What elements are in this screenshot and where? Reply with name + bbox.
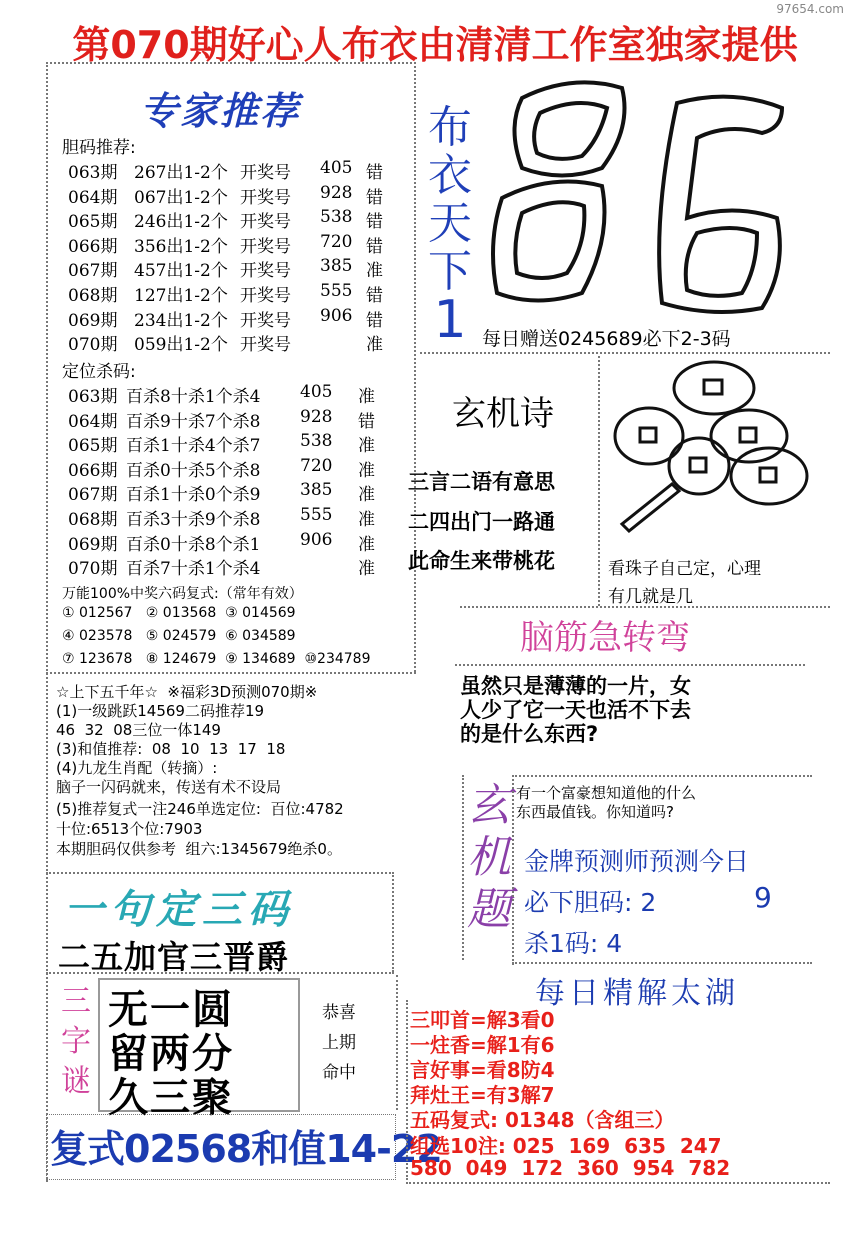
pos-period: 070期 [68, 559, 118, 580]
poem-bottom-border [460, 606, 830, 608]
riddle-text: 的是什么东西? [460, 722, 599, 746]
pos-num: 385 [300, 480, 333, 501]
dan-pick: 127出1-2个 [134, 286, 228, 306]
dan-pick: 246出1-2个 [134, 212, 228, 233]
coin-note: 看珠子自己定，心理 [608, 559, 761, 579]
wanneng-title: 万能100%中奖六码复式:（常年有效） [62, 586, 303, 602]
pos-num: 928 [300, 406, 333, 427]
fushi-bottom: 复式02568和值14-22 [50, 1127, 442, 1171]
dan-label: 开奖号 [240, 187, 291, 208]
dan-period: 064期 [68, 187, 118, 208]
xuanji-bottom-border [512, 962, 812, 964]
dan-res: 错 [366, 236, 383, 257]
taihu-title: 每日精解太湖 [535, 976, 739, 1011]
expert-bottom-border [46, 672, 416, 674]
gold-line: 杀1码: 4 [524, 929, 623, 958]
top-border [46, 62, 416, 64]
gold-number: 9 [754, 881, 772, 914]
poem-line: 三言二语有意思 [408, 470, 555, 494]
pos-period: 065期 [68, 436, 118, 457]
three-word-char: 字 [61, 1024, 91, 1059]
wanneng-row: ① 012567 ② 013568 ③ 014569 [62, 605, 296, 621]
prediction-line: 十位:6513个位:7903 [56, 820, 203, 838]
pos-res: 准 [358, 559, 375, 580]
congrats-line: 命中 [322, 1063, 356, 1083]
three-word-char: 三 [61, 984, 91, 1019]
one-sentence-title: 一句定三码 [64, 887, 294, 933]
three-word-char: 谜 [61, 1064, 91, 1099]
dan-res: 准 [366, 335, 383, 356]
prediction-line: (4)九龙生肖配（转摘）: [56, 759, 218, 777]
three-word-line: 久三聚 [108, 1075, 234, 1121]
riddle-text: 人少了它一天也活不下去 [460, 698, 691, 722]
dan-num: 928 [320, 182, 353, 203]
dan-num: 385 [320, 256, 353, 277]
taihu-bottom-border [406, 1182, 830, 1184]
sentence-top-border [46, 872, 394, 874]
taihu-line: 580 049 172 360 954 782 [410, 1156, 731, 1180]
prediction-line: (3)和值推荐: 08 10 13 17 18 [56, 740, 286, 758]
dan-pick: 067出1-2个 [134, 187, 228, 208]
pos-pick: 百杀0十杀5个杀8 [126, 460, 261, 481]
taihu-line: 拜灶王=有3解7 [410, 1083, 555, 1107]
three-word-label [54, 982, 98, 1102]
watermark: 97654.com [776, 2, 844, 16]
dan-label: 开奖号 [240, 236, 291, 257]
buyi-char: 1 [433, 290, 467, 350]
prediction-line: ☆上下五千年☆ ※福彩3D预测070期※ [56, 683, 318, 701]
buyi-char: 衣 [428, 150, 472, 201]
prediction-line: (1)一级跳跃14569二码推荐19 [56, 702, 265, 720]
pos-num: 538 [300, 431, 333, 452]
xuanji-question: 东西最值钱。你知道吗? [516, 803, 674, 821]
pos-label: 定位杀码: [62, 362, 136, 382]
buyi-char: 布 [428, 102, 472, 153]
three-word-line: 留两分 [108, 1031, 234, 1077]
xuanji-char: 玄 [467, 780, 511, 831]
pos-pick: 百杀8十杀1个杀4 [126, 387, 261, 407]
taihu-line: 组选10注: 025 169 635 247 [410, 1134, 722, 1158]
dan-pick: 059出1-2个 [134, 335, 228, 356]
dan-res: 错 [366, 286, 383, 306]
dan-period: 068期 [68, 286, 118, 306]
dan-pick: 356出1-2个 [134, 236, 228, 257]
sentence-bottom-border [46, 972, 394, 974]
dan-res: 准 [366, 261, 383, 282]
pos-period: 064期 [68, 411, 118, 432]
pos-res: 准 [358, 485, 375, 506]
pos-pick: 百杀1十杀4个杀7 [126, 436, 261, 457]
pos-period: 067期 [68, 485, 118, 506]
big-86-graphic [482, 68, 812, 318]
pos-num: 906 [300, 529, 333, 550]
pos-period: 069期 [68, 534, 118, 555]
gold-line: 必下胆码: 2 [524, 888, 657, 917]
prediction-line: 脑子一闪码就来，传送有术不设局 [56, 778, 282, 796]
pos-res: 准 [358, 387, 375, 407]
riddle-title: 脑筋急转弯 [520, 618, 690, 658]
gift-bottom-border [420, 352, 830, 354]
coins-graphic [604, 356, 824, 556]
pos-num: 720 [300, 455, 333, 476]
pos-res: 准 [358, 534, 375, 555]
dan-num: 555 [320, 281, 353, 301]
prediction-line: (5)推荐复式一注246单选定位: 百位:4782 [56, 800, 344, 818]
pos-pick: 百杀1十杀0个杀9 [126, 485, 261, 506]
pos-num: 555 [300, 505, 333, 525]
taihu-line: 三叩首=解3看0 [410, 1008, 555, 1032]
xuanji-char: 机 [467, 832, 511, 883]
taihu-line: 一炷香=解1有6 [410, 1033, 555, 1057]
three-word-line: 无一圆 [108, 987, 234, 1033]
pos-res: 准 [358, 460, 375, 481]
expert-title: 专家推荐 [140, 89, 301, 133]
taihu-left-border [406, 1000, 408, 1180]
dan-period: 063期 [68, 163, 118, 183]
dan-pick: 457出1-2个 [134, 261, 228, 282]
dan-label: 开奖号 [240, 286, 291, 306]
dan-label: 开奖号 [240, 163, 291, 183]
dan-label: 胆码推荐: [62, 138, 136, 158]
header-title: 第070期好心人布衣由清清工作室独家提供 [72, 23, 798, 67]
dan-period: 065期 [68, 212, 118, 233]
dan-num: 906 [320, 305, 353, 326]
buyi-vertical [422, 102, 478, 350]
congrats [322, 998, 356, 1088]
pos-res: 错 [358, 411, 375, 432]
dan-period: 066期 [68, 236, 118, 257]
poem-line: 此命生来带桃花 [408, 549, 555, 573]
riddle-top-border [455, 664, 805, 666]
dan-num: 538 [320, 207, 353, 228]
coin-note: 有几就是几 [608, 587, 693, 607]
wanneng-row: ⑦ 123678 ⑧ 124679 ⑨ 134689 ⑩234789 [62, 651, 371, 667]
poem-right-border [598, 356, 600, 606]
pos-pick: 百杀7十杀1个杀4 [126, 559, 261, 580]
pos-period: 066期 [68, 460, 118, 481]
dan-res: 错 [366, 163, 383, 183]
left-border [46, 62, 48, 1182]
poem-title: 玄机诗 [452, 394, 554, 434]
congrats-line: 上期 [322, 1033, 356, 1053]
buyi-char: 下 [428, 246, 472, 297]
buyi-char: 天 [428, 198, 472, 249]
dan-res: 错 [366, 212, 383, 233]
one-sentence-line: 二五加官三晋爵 [58, 938, 290, 976]
prediction-line: 46 32 08三位一体149 [56, 721, 221, 739]
dan-num: 720 [320, 231, 353, 252]
taihu-line: 五码复式: 01348（含组三） [410, 1108, 675, 1132]
wanneng-row: ④ 023578 ⑤ 024579 ⑥ 034589 [62, 628, 296, 644]
dan-label: 开奖号 [240, 212, 291, 233]
gold-line: 金牌预测师预测今日 [524, 847, 750, 876]
dan-pick: 267出1-2个 [134, 163, 228, 183]
congrats-line: 恭喜 [322, 1003, 356, 1023]
pos-num: 405 [300, 382, 333, 402]
xuanji-top-border [512, 775, 812, 777]
daily-gift: 每日赠送0245689必下2-3码 [482, 328, 731, 350]
xuanji-inner-border [512, 775, 514, 965]
pos-pick: 百杀3十杀9个杀8 [126, 510, 261, 530]
riddle-text: 虽然只是薄薄的一片，女 [460, 674, 691, 698]
prediction-line: 本期胆码仅供参考 组六:1345679绝杀0。 [56, 840, 342, 858]
dan-period: 067期 [68, 261, 118, 282]
poem-line: 二四出门一路通 [408, 510, 555, 534]
pos-res: 准 [358, 510, 375, 530]
expert-right-border [414, 62, 416, 672]
xuanji-char: 题 [467, 884, 511, 935]
pos-res: 准 [358, 436, 375, 457]
xuanji-question: 有一个富豪想知道他的什么 [516, 784, 697, 802]
three-word-right-border [396, 975, 398, 1110]
dan-label: 开奖号 [240, 261, 291, 282]
dan-label: 开奖号 [240, 310, 291, 331]
pos-period: 068期 [68, 510, 118, 530]
xuanji-vertical [460, 780, 518, 936]
dan-num: 405 [320, 158, 353, 178]
dan-period: 070期 [68, 335, 118, 356]
dan-label: 开奖号 [240, 335, 291, 356]
pos-pick: 百杀0十杀8个杀1 [126, 534, 261, 555]
dan-pick: 234出1-2个 [134, 310, 228, 331]
taihu-line: 言好事=看8防4 [410, 1058, 555, 1082]
pos-pick: 百杀9十杀7个杀8 [126, 411, 261, 432]
dan-res: 错 [366, 310, 383, 331]
dan-period: 069期 [68, 310, 118, 331]
dan-res: 错 [366, 187, 383, 208]
pos-period: 063期 [68, 387, 118, 407]
sentence-right-border [392, 872, 394, 972]
